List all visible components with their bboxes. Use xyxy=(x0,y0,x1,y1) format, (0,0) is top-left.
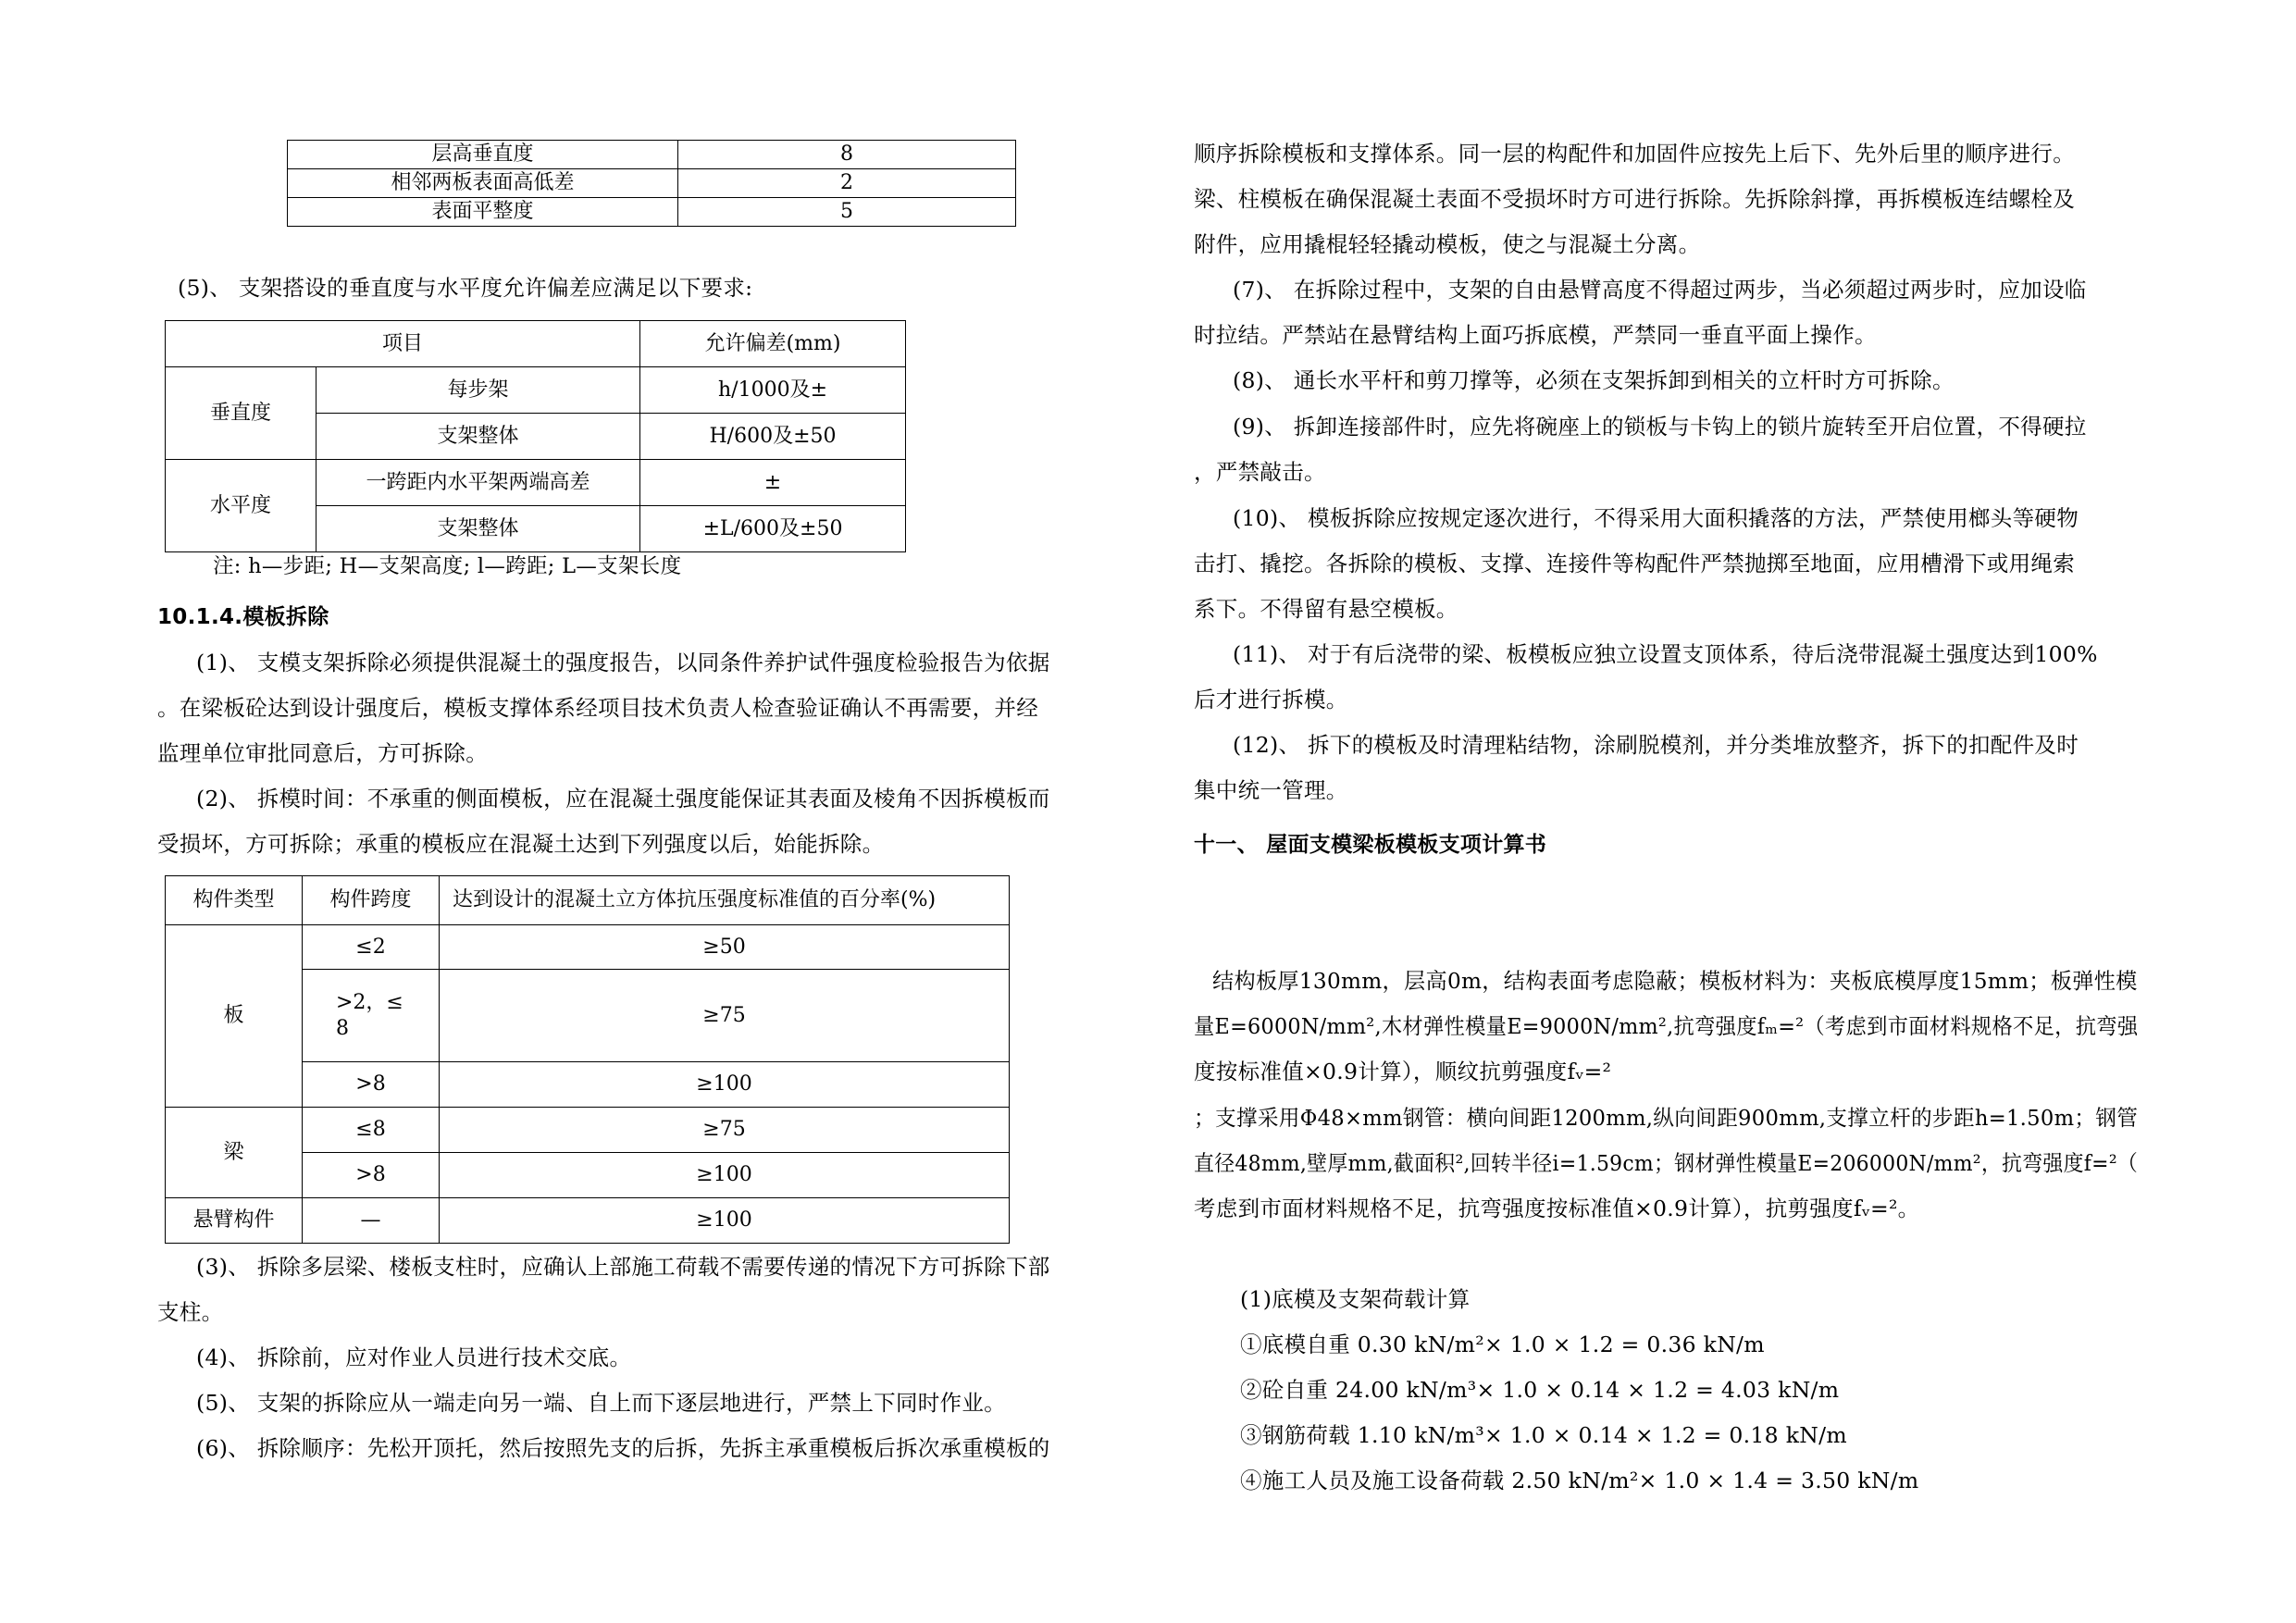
table-cell: H/600及±50 xyxy=(640,414,906,460)
calc-line: ③钢筋荷载 1.10 kN/m³× 1.0 × 0.14 × 1.2 = 0.18 kN/m xyxy=(1240,1422,1847,1448)
header-span: 构件跨度 xyxy=(303,876,440,925)
table-note: 注: h—步距; H—支架高度; l—跨距; L—支架长度 xyxy=(213,554,682,578)
header-deviation: 允许偏差(mm) xyxy=(640,321,906,367)
table-header-row xyxy=(166,876,1010,925)
paragraph-line: 集中统一管理。 xyxy=(1194,777,1348,803)
table-cell: 5 xyxy=(678,198,1016,227)
strength-table xyxy=(165,875,1010,1244)
table-cell: 每步架 xyxy=(316,367,640,414)
paragraph-line: 顺序拆除模板和支撑体系。同一层的构配件和加固件应按先上后下、先外后里的顺序进行。 xyxy=(1194,141,2075,167)
paragraph-line: (1)、 支模支架拆除必须提供混凝土的强度报告，以同条件养护试件强度检验报告为依据 xyxy=(196,650,1050,675)
table-row xyxy=(166,925,1010,970)
paragraph-line: (9)、 拆卸连接部件时，应先将碗座上的锁板与卡钩上的锁片旋转至开启位置，不得硬拉 xyxy=(1233,414,2087,440)
table-cell: ≤8 xyxy=(303,1108,440,1153)
deviation-table xyxy=(287,140,1016,227)
paragraph-line: (6)、 拆除顺序：先松开顶托，然后按照先支的后拆，先拆主承重模板后拆次承重模板的 xyxy=(196,1435,1050,1461)
table-cell: 支架整体 xyxy=(316,414,640,460)
group-beam: 梁 xyxy=(166,1108,303,1198)
paragraph-line: 受损坏，方可拆除；承重的模板应在混凝土达到下列强度以后，始能拆除。 xyxy=(157,831,885,857)
paragraph-line: (5)、 支架搭设的垂直度与水平度允许偏差应满足以下要求: xyxy=(178,275,753,301)
paragraph-line: (3)、 拆除多层梁、楼板支柱时，应确认上部施工荷载不需要传递的情况下方可拆除下部 xyxy=(196,1254,1050,1280)
table-cell: ≥75 xyxy=(440,1108,1010,1153)
paragraph-line: 击打、撬挖。各拆除的模板、支撑、连接件等构配件严禁抛掷至地面，应用槽滑下或用绳索 xyxy=(1194,551,2075,576)
table-cell: ≥75 xyxy=(440,970,1010,1062)
table-cell: 8 xyxy=(678,141,1016,169)
support-deviation-table xyxy=(165,320,906,552)
paragraph-line: 时拉结。严禁站在悬臂结构上面巧拆底模，严禁同一垂直平面上操作。 xyxy=(1194,322,1877,348)
calc-line: ①底模自重 0.30 kN/m²× 1.0 × 1.2 = 0.36 kN/m xyxy=(1240,1332,1765,1357)
calc-heading: (1)底模及支架荷载计算 xyxy=(1240,1286,1471,1312)
table-row xyxy=(166,367,906,414)
paragraph-line: 附件，应用撬棍轻轻撬动模板，使之与混凝土分离。 xyxy=(1194,231,1701,257)
paragraph-line: 梁、柱模板在确保混凝土表面不受损坏时方可进行拆除。先拆除斜撑，再拆模板连结螺栓及 xyxy=(1194,186,2075,212)
table-cell: ≥100 xyxy=(440,1153,1010,1198)
group-slab: 板 xyxy=(166,925,303,1108)
paragraph-line: (10)、 模板拆除应按规定逐次进行，不得采用大面积撬落的方法，严禁使用榔头等硬物 xyxy=(1233,505,2079,531)
table-cell: ≥100 xyxy=(440,1062,1010,1108)
table-cell: ±L/600及±50 xyxy=(640,506,906,552)
calc-line: ④施工人员及施工设备荷载 2.50 kN/m²× 1.0 × 1.4 = 3.50 kN/m xyxy=(1240,1468,1919,1493)
section-heading: 10.1.4.模板拆除 xyxy=(157,605,329,629)
table-cell: 表面平整度 xyxy=(288,198,678,227)
table-row xyxy=(288,169,1016,198)
paragraph-line: 监理单位审批同意后，方可拆除。 xyxy=(157,740,488,766)
paragraph-line: (11)、 对于有后浇带的梁、板模板应独立设置支顶体系，待后浇带混凝土强度达到100% xyxy=(1233,641,2098,667)
paragraph-line: 度按标准值×0.9计算），顺纹抗剪强度fᵥ=² xyxy=(1194,1059,1612,1084)
table-row xyxy=(166,460,906,506)
paragraph-line: (4)、 拆除前，应对作业人员进行技术交底。 xyxy=(196,1344,632,1370)
group-cantilever: 悬臂构件 xyxy=(166,1198,303,1244)
paragraph-line: ；支撑采用Φ48×mm钢管：横向间距1200mm,纵向间距900mm,支撑立杆的步距h=1.50m；钢管 xyxy=(1194,1105,2139,1131)
paragraph-line: 直径48mm,壁厚mm,截面积²,回转半径i=1.59cm；钢材弹性模量E=206000N/mm²，抗弯强度f=²（ xyxy=(1194,1150,2139,1176)
table-cell: 2 xyxy=(678,169,1016,198)
paragraph-line: 量E=6000N/mm²,木材弹性模量E=9000N/mm²,抗弯强度fₘ=²（考虑到市面材料规格不足，抗弯强 xyxy=(1194,1013,2139,1039)
section-heading: 十一、 屋面支模梁板模板支项计算书 xyxy=(1194,833,1547,857)
table-row xyxy=(166,1108,1010,1153)
group-horizontal: 水平度 xyxy=(166,460,316,552)
paragraph-line: (2)、 拆模时间：不承重的侧面模板，应在混凝土强度能保证其表面及棱角不因拆模板而 xyxy=(196,786,1050,812)
paragraph-line: 支柱。 xyxy=(157,1299,224,1325)
header-item: 项目 xyxy=(166,321,640,367)
paragraph-line: (7)、 在拆除过程中，支架的自由悬臂高度不得超过两步，当必须超过两步时，应加设临 xyxy=(1233,277,2087,303)
paragraph-line: (8)、 通长水平杆和剪刀撑等，必须在支架拆卸到相关的立杆时方可拆除。 xyxy=(1233,367,1955,393)
table-row xyxy=(166,1198,1010,1244)
table-cell: 支架整体 xyxy=(316,506,640,552)
paragraph-line: 系下。不得留有悬空模板。 xyxy=(1194,596,1458,622)
table-cell: ≥50 xyxy=(440,925,1010,970)
table-cell: >8 xyxy=(303,1062,440,1108)
paragraph-line: 结构板厚130mm，层高0m，结构表面考虑隐蔽；模板材料为：夹板底模厚度15mm；板弹性模 xyxy=(1212,968,2138,994)
table-cell: ≤2 xyxy=(303,925,440,970)
table-cell: ≥100 xyxy=(440,1198,1010,1244)
table-cell: — xyxy=(303,1198,440,1244)
paragraph-line: (12)、 拆下的模板及时清理粘结物，涂刷脱模剂，并分类堆放整齐，拆下的扣配件及时 xyxy=(1233,732,2079,758)
table-cell: >8 xyxy=(303,1153,440,1198)
table-cell: 相邻两板表面高低差 xyxy=(288,169,678,198)
paragraph-line: 后才进行拆模。 xyxy=(1194,687,1348,712)
table-cell: >2，≤ 8 xyxy=(303,970,440,1062)
table-cell: 一跨距内水平架两端高差 xyxy=(316,460,640,506)
paragraph-line: 考虑到市面材料规格不足，抗弯强度按标准值×0.9计算），抗剪强度fᵥ=²。 xyxy=(1194,1196,1920,1221)
table-row xyxy=(288,141,1016,169)
calc-line: ②砼自重 24.00 kN/m³× 1.0 × 0.14 × 1.2 = 4.03 kN/m xyxy=(1240,1377,1840,1403)
paragraph-line: ，严禁敲击。 xyxy=(1194,459,1326,485)
table-cell: h/1000及± xyxy=(640,367,906,414)
header-type: 构件类型 xyxy=(166,876,303,925)
group-vertical: 垂直度 xyxy=(166,367,316,460)
paragraph-line: (5)、 支架的拆除应从一端走向另一端、自上而下逐层地进行，严禁上下同时作业。 xyxy=(196,1390,1006,1416)
table-header-row xyxy=(166,321,906,367)
paragraph-line: 。在梁板砼达到设计强度后，模板支撑体系经项目技术负责人检查验证确认不再需要，并经 xyxy=(157,695,1038,721)
table-row xyxy=(288,198,1016,227)
header-percent: 达到设计的混凝土立方体抗压强度标准值的百分率(%) xyxy=(440,876,1010,925)
table-cell: 层高垂直度 xyxy=(288,141,678,169)
table-cell: ± xyxy=(640,460,906,506)
